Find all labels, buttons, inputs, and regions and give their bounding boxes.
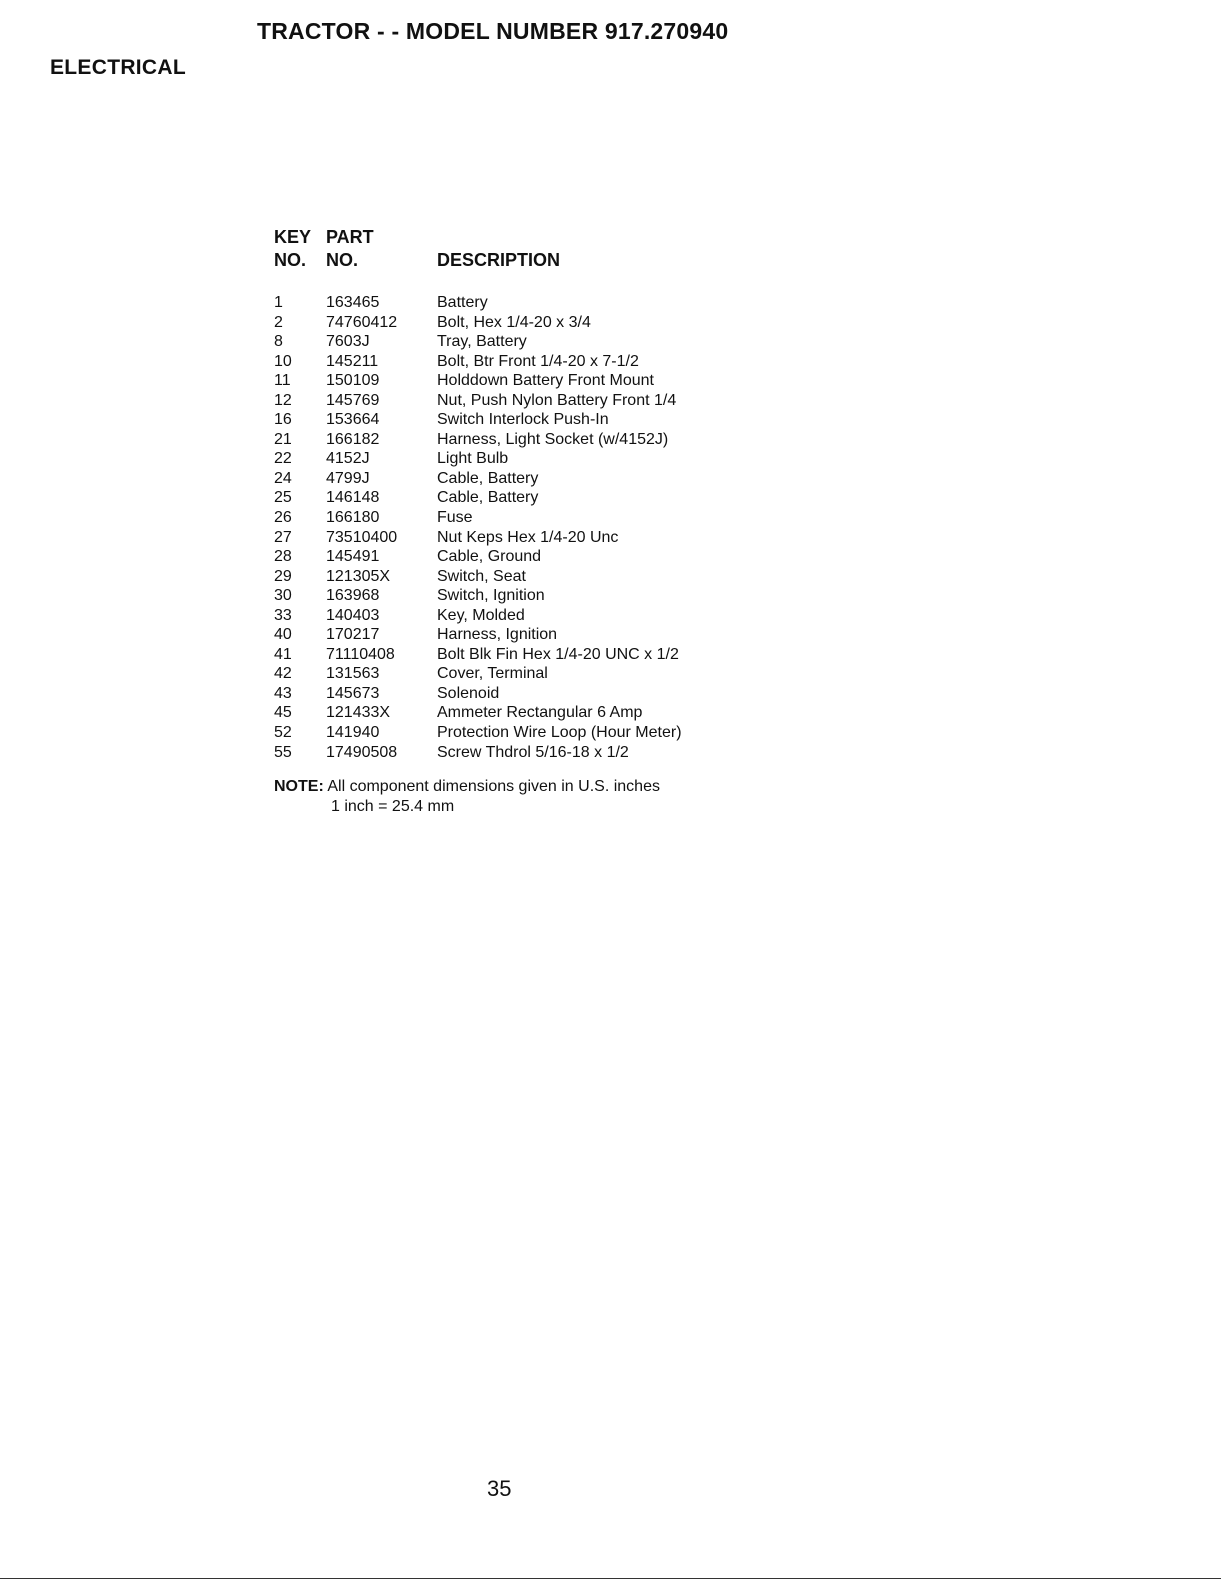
part-no-cell: 170217 [326, 626, 380, 644]
description-cell: Nut Keps Hex 1/4-20 Unc [437, 528, 619, 546]
table-row [274, 391, 754, 411]
table-row [274, 547, 754, 567]
part-no-cell: 121433X [326, 704, 391, 722]
table-row [274, 606, 754, 626]
part-no-cell: 153664 [326, 411, 380, 429]
table-row [274, 586, 754, 606]
description-cell: Nut, Push Nylon Battery Front 1/4 [437, 391, 677, 409]
key-no-cell: 42 [274, 665, 292, 683]
table-row [274, 684, 754, 704]
section-title: ELECTRICAL [50, 56, 186, 79]
part-no-cell: 145769 [326, 391, 380, 409]
key-no-cell: 25 [274, 489, 292, 507]
description-cell: Screw Thdrol 5/16-18 x 1/2 [437, 743, 629, 761]
key-no-cell: 10 [274, 352, 292, 370]
description-cell: Key, Molded [437, 606, 525, 624]
key-no-cell: 16 [274, 411, 292, 429]
key-no-cell: 2 [274, 313, 283, 331]
description-cell: Cover, Terminal [437, 665, 548, 683]
key-header-line1: KEY [274, 227, 312, 247]
description-cell: Switch, Ignition [437, 587, 545, 605]
key-no-cell: 24 [274, 469, 292, 487]
part-header-line2: NO. [326, 250, 359, 270]
part-no-cell: 141940 [326, 724, 380, 742]
key-no-cell: 29 [274, 567, 292, 585]
part-no-cell: 74760412 [326, 313, 398, 331]
table-row [274, 430, 754, 450]
note-line1: All component dimensions given in U.S. inches [327, 778, 660, 795]
part-no-cell: 140403 [326, 606, 380, 624]
key-no-header [274, 226, 311, 272]
description-cell: Solenoid [437, 684, 500, 702]
key-no-cell: 30 [274, 587, 292, 605]
table-row [274, 371, 754, 391]
description-cell: Tray, Battery [437, 333, 527, 351]
table-row [274, 469, 754, 489]
description-cell: Protection Wire Loop (Hour Meter) [437, 724, 682, 742]
table-row [274, 664, 754, 684]
key-no-cell: 1 [274, 294, 283, 311]
key-no-cell: 12 [274, 391, 292, 409]
description-cell: Holddown Battery Front Mount [437, 372, 654, 390]
table-row [274, 723, 754, 743]
table-row [274, 703, 754, 723]
key-no-cell: 33 [274, 606, 292, 624]
description-cell: Cable, Ground [437, 548, 542, 566]
key-no-cell: 11 [274, 372, 291, 390]
part-no-cell: 4152J [326, 450, 370, 468]
part-no-cell: 146148 [326, 489, 380, 507]
part-no-cell: 163968 [326, 587, 380, 605]
table-row [274, 645, 754, 665]
table-row [274, 332, 754, 352]
part-no-header [326, 226, 374, 272]
table-row [274, 508, 754, 528]
part-no-cell: 17490508 [326, 743, 398, 761]
description-cell: Bolt Blk Fin Hex 1/4-20 UNC x 1/2 [437, 645, 679, 663]
description-cell: Switch Interlock Push-In [437, 411, 609, 429]
part-no-cell: 150109 [326, 372, 380, 390]
key-no-cell: 28 [274, 548, 292, 566]
part-no-cell: 121305X [326, 567, 391, 585]
description-cell: Bolt, Hex 1/4-20 x 3/4 [437, 313, 591, 331]
key-no-cell: 8 [274, 333, 283, 351]
parts-list [274, 293, 754, 762]
part-no-cell: 71110408 [326, 645, 395, 663]
key-no-cell: 27 [274, 528, 292, 546]
description-cell: Light Bulb [437, 450, 509, 468]
description-cell: Battery [437, 294, 488, 311]
page-title: TRACTOR - - MODEL NUMBER 917.270940 [257, 18, 729, 44]
part-no-cell: 73510400 [326, 528, 398, 546]
page-number: 35 [487, 1476, 512, 1501]
part-no-cell: 131563 [326, 665, 380, 683]
key-no-cell: 21 [274, 430, 292, 448]
table-row [274, 528, 754, 548]
key-no-cell: 41 [274, 645, 292, 663]
table-row [274, 313, 754, 333]
description-cell: Bolt, Btr Front 1/4-20 x 7-1/2 [437, 352, 639, 370]
part-no-cell: 145491 [326, 548, 380, 566]
note-line2: 1 inch = 25.4 mm [331, 798, 455, 815]
description-cell: Fuse [437, 509, 473, 527]
key-no-cell: 22 [274, 450, 292, 468]
key-no-cell: 40 [274, 626, 292, 644]
part-no-cell: 166182 [326, 430, 380, 448]
description-header: DESCRIPTION [437, 250, 561, 270]
part-no-cell: 163465 [326, 294, 380, 311]
table-row [274, 293, 754, 313]
description-cell: Cable, Battery [437, 489, 539, 507]
table-row [274, 488, 754, 508]
description-cell: Cable, Battery [437, 469, 539, 487]
part-no-cell: 145211 [326, 352, 379, 370]
key-no-cell: 43 [274, 684, 292, 702]
key-no-cell: 26 [274, 509, 292, 527]
part-no-cell: 7603J [326, 333, 370, 351]
description-cell: Ammeter Rectangular 6 Amp [437, 704, 643, 722]
part-no-cell: 4799J [326, 469, 370, 487]
description-cell: Harness, Ignition [437, 626, 558, 644]
part-no-cell: 145673 [326, 684, 380, 702]
part-no-cell: 166180 [326, 509, 380, 527]
bottom-rule [0, 1578, 1221, 1579]
table-row [274, 625, 754, 645]
table-row [274, 352, 754, 372]
key-no-cell: 45 [274, 704, 292, 722]
table-row [274, 743, 754, 763]
table-row [274, 449, 754, 469]
key-no-cell: 52 [274, 724, 292, 742]
description-cell: Switch, Seat [437, 567, 526, 585]
table-row [274, 410, 754, 430]
key-no-cell: 55 [274, 743, 292, 761]
note-label: NOTE: [274, 778, 324, 795]
description-cell: Harness, Light Socket (w/4152J) [437, 430, 669, 448]
note [274, 777, 660, 797]
part-header-line1: PART [326, 227, 374, 247]
table-row [274, 567, 754, 587]
key-header-line2: NO. [274, 250, 307, 270]
